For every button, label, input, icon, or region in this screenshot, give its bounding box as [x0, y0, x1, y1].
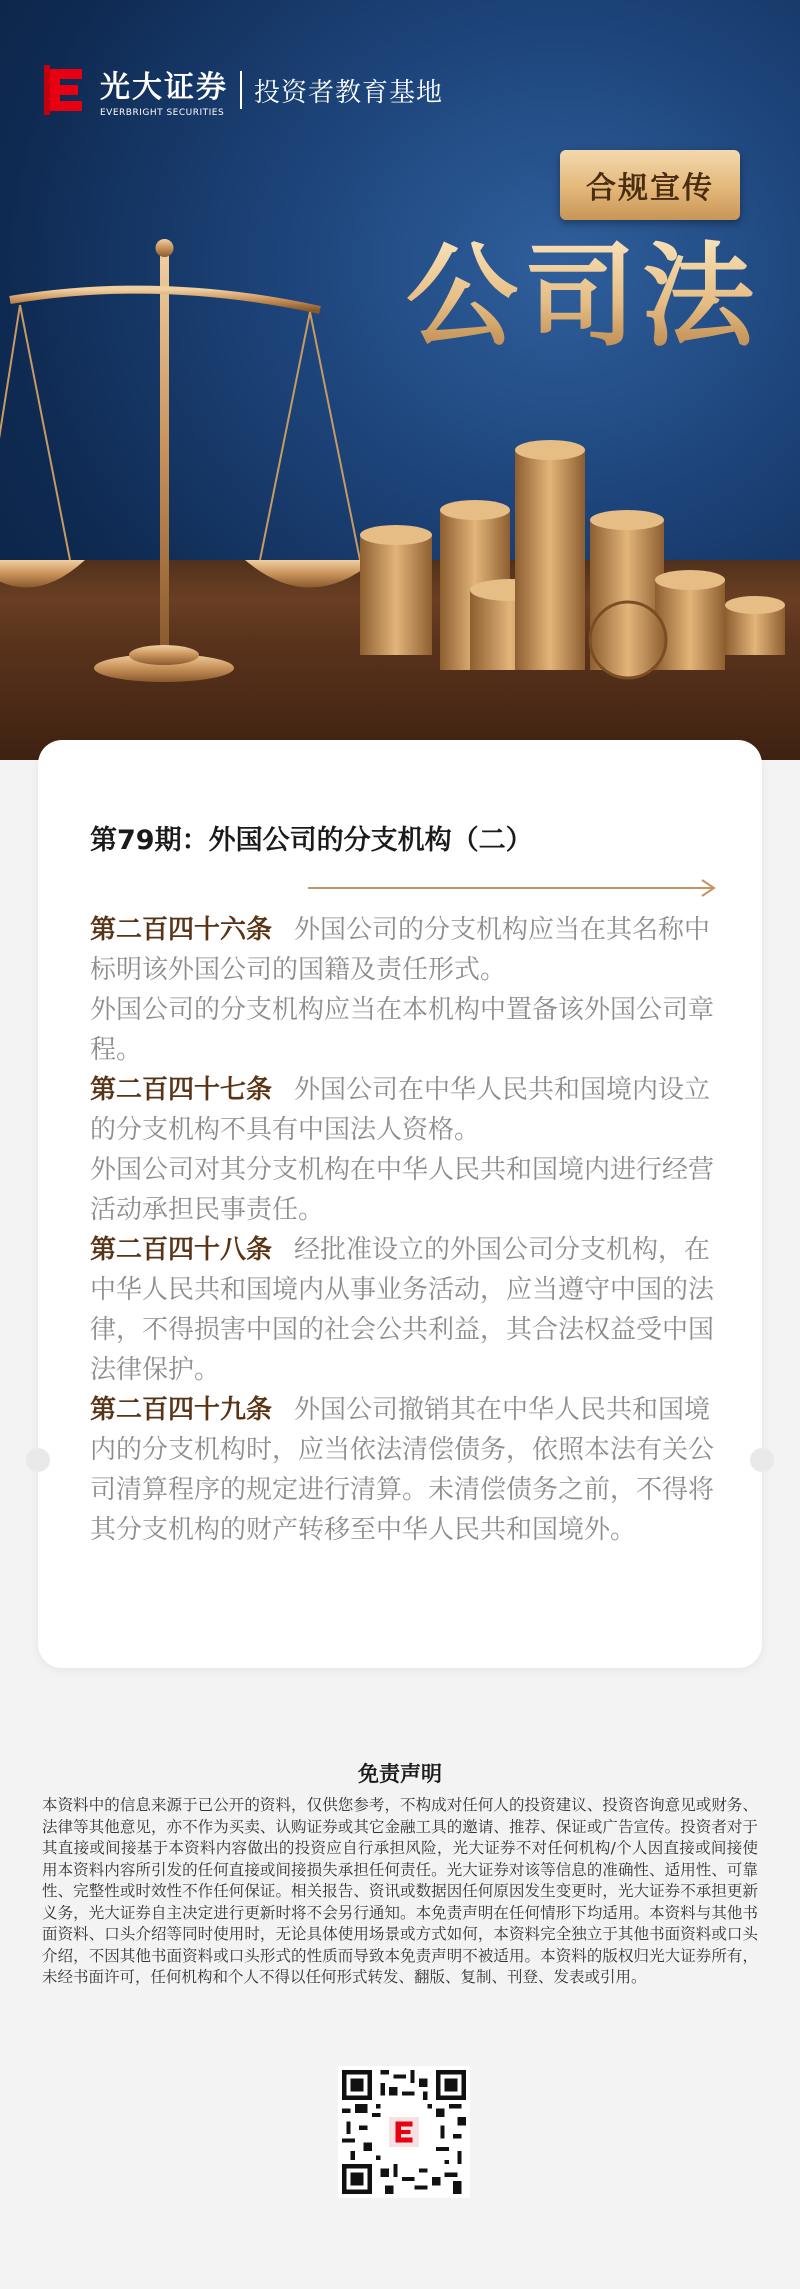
everbright-logo-icon [44, 65, 86, 115]
article-text: 外国公司的分支机构应当在本机构中置备该外国公司章程。 [90, 995, 715, 1065]
logo-separator [240, 71, 242, 109]
article-content [90, 910, 730, 1550]
article-paragraph [90, 1150, 730, 1230]
page-title: 公司法 [400, 235, 760, 358]
article-text: 外国公司在中华人民共和国境内设立的分支机构不具有中国法人资格。 [90, 1075, 711, 1145]
article-text: 经批准设立的外国公司分支机构，在中华人民共和国境内从事业务活动，应当遵守中国的法律，不得损害中国的社会公共利益，其合法权益受中国法律保护。 [90, 1235, 715, 1385]
hero-banner [0, 0, 800, 760]
disclaimer-title: 免责声明 [358, 1762, 442, 1786]
article-paragraph [90, 1070, 730, 1150]
brand-name-en: EVERBRIGHT SECURITIES [100, 108, 225, 118]
article-text: 外国公司对其分支机构在中华人民共和国境内进行经营活动承担民事责任。 [90, 1155, 715, 1225]
issue-title: 第79期：外国公司的分支机构（二） [90, 825, 533, 856]
article-paragraph [90, 1390, 730, 1550]
arrow-divider-icon [308, 878, 720, 898]
brand-name [100, 62, 228, 118]
brand-subtitle: 投资者教育基地 [254, 77, 444, 108]
content-card [38, 740, 762, 1668]
qr-code-graphic [342, 2070, 466, 2194]
article-paragraph [90, 1230, 730, 1390]
balance-scale-icon [0, 239, 375, 682]
card-notch-left [26, 1448, 50, 1472]
article-number: 第二百四十七条 [90, 1075, 273, 1105]
card-notch-right [750, 1448, 774, 1472]
coin-stacks-icon [360, 440, 785, 678]
article-paragraph [90, 910, 730, 990]
article-paragraph [90, 990, 730, 1070]
article-text: 外国公司的分支机构应当在其名称中标明该外国公司的国籍及责任形式。 [90, 915, 711, 985]
article-number: 第二百四十九条 [90, 1395, 273, 1425]
article-number: 第二百四十八条 [90, 1235, 273, 1265]
disclaimer-text: 本资料中的信息来源于已公开的资料，仅供您参考，不构成对任何人的投资建议、投资咨询意见或财务、法律等其他意见，亦不作为买卖、认购证券或其它金融工具的邀请、推荐、保证或广告宣传。投资者对于其直接或间接基于本资料内容做出的投资应自行承担风险，光大证券不对任何机构/个人因直接或间接使用本资料内容所引发的任何直接或间接损失承担任何责任。光大证券对该等信息的准确性、适用性、可靠性、完整性或时效性不作任何保证。相关报告、资讯或数据因任何原因发生变更时，光大证券不承担更新义务，光大证券自主决定进行更新时将不会另行通知。本免责声明在任何情形下均适用。本资料与其他书面资料、口头介绍等同时使用时，无论具体使用场景或方式如何，本资料完全独立于其他书面资料或口头介绍，不因其他书面资料或口头形式的性质而导致本免责声明不被适用。本资料的版权归光大证券所有，未经书面许可，任何机构和个人不得以任何形式转发、翻版、复制、刊登、发表或引用。 [42, 1796, 758, 1986]
article-number: 第二百四十六条 [90, 915, 273, 945]
qr-code-icon[interactable] [338, 2066, 470, 2198]
brand-name-cn: 光大证券 [100, 70, 228, 105]
article-text: 外国公司撤销其在中华人民共和国境内的分支机构时，应当依法清偿债务，依照本法有关公司清算程序的规定进行清算。未清偿债务之前，不得将其分支机构的财产转移至中华人民共和国境外。 [90, 1395, 715, 1545]
compliance-badge: 合规宣传 [560, 150, 740, 220]
brand-logo [44, 62, 443, 118]
